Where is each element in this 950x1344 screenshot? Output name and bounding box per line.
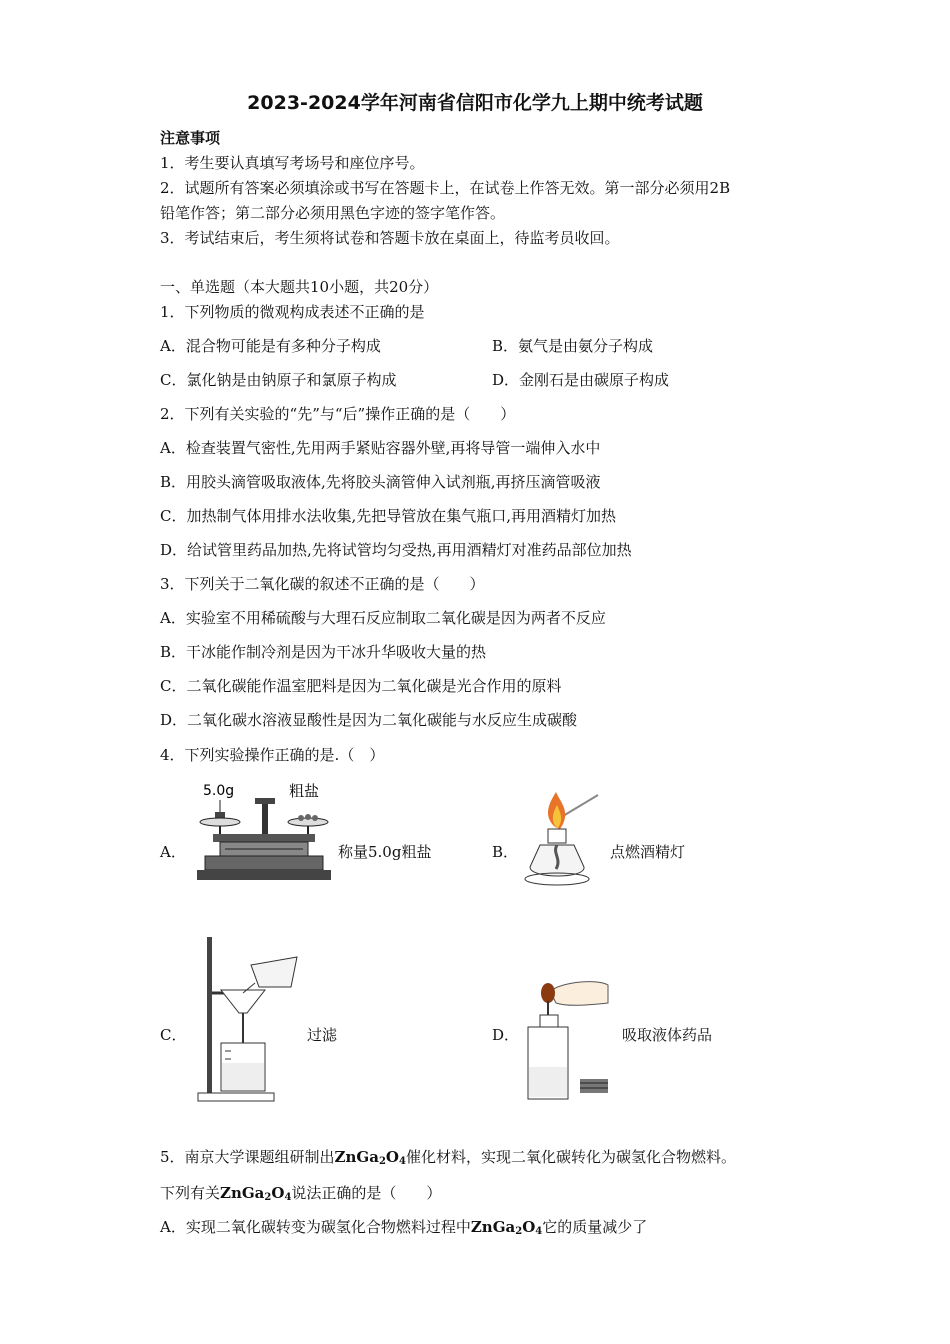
q4-option-b-letter: B．: [492, 843, 519, 861]
page-title: 2023-2024学年河南省信阳市化学九上期中统考试题: [247, 92, 703, 114]
question-3-stem: 3．下列关于二氧化碳的叙述不正确的是（ ）: [160, 575, 485, 593]
balance-salt-text: 粗盐: [289, 782, 320, 800]
question-4-stem: 4．下列实验操作正确的是.（ ）: [160, 746, 385, 764]
zngao-formula: $ZnGa_2O_4$: [470, 1218, 543, 1237]
notice-item: 铅笔作答；第二部分必须用黑色字迹的签字笔作答。: [160, 204, 506, 222]
q3-option-d: D．二氧化碳水溶液显酸性是因为二氧化碳能与水反应生成碳酸: [160, 711, 578, 729]
q4-option-a-letter: A．: [160, 843, 186, 861]
q5-stem-pre: 5．南京大学课题组研制出: [160, 1148, 335, 1166]
q4-option-c-label: 过滤: [307, 1026, 338, 1044]
q2-option-b: B．用胶头滴管吸取液体,先将胶头滴管伸入试剂瓶,再挤压滴管吸液: [160, 473, 601, 491]
q3-option-b: B．干冰能作制冷剂是因为干冰升华吸收大量的热: [160, 643, 487, 661]
dropper-figure: [520, 975, 615, 1101]
question-1-stem: 1．下列物质的微观构成表述不正确的是: [160, 303, 425, 321]
alcohol-lamp-figure: [520, 787, 610, 893]
q3-option-c: C．二氧化碳能作温室肥料是因为二氧化碳是光合作用的原料: [160, 677, 562, 695]
filtration-figure: [195, 935, 305, 1105]
question-5-stem: [160, 1146, 736, 1167]
q1-option-d: D．金刚石是由碳原子构成: [492, 371, 670, 389]
q4-option-d-letter: D．: [492, 1026, 520, 1044]
q1-option-a: A．混合物可能是有多种分子构成: [160, 337, 381, 355]
q5-stem-post: 催化材料，实现二氧化碳转化为碳氢化合物燃料。: [405, 1148, 736, 1166]
balance-figure: [195, 778, 335, 893]
notice-item: 1．考生要认真填写考场号和座位序号。: [160, 154, 425, 172]
question-2-stem: 2．下列有关实验的“先”与“后”操作正确的是（ ）: [160, 405, 516, 423]
balance-mass-text: 5.0g: [203, 783, 235, 799]
q2-option-c: C．加热制气体用排水法收集,先把导管放在集气瓶口,再用酒精灯加热: [160, 507, 617, 525]
notice-item: 2．试题所有答案必须填涂或书写在答题卡上，在试卷上作答无效。第一部分必须用2B: [160, 179, 731, 197]
q5-option-a: A．实现二氧化碳转变为碳氢化合物燃料过程中$ZnGa_2O_4$它的质量减少了: [160, 1218, 648, 1237]
q4-option-c-letter: C．: [160, 1026, 187, 1044]
zngao-formula: $ZnGa_2O_4$: [334, 1148, 406, 1167]
question-5-line2: 下列有关$ZnGa_2O_4$说法正确的是（ ）: [160, 1184, 442, 1203]
q4-option-b-label: 点燃酒精灯: [610, 843, 686, 861]
q3-option-a: A．实验室不用稀硫酸与大理石反应制取二氧化碳是因为两者不反应: [160, 609, 606, 627]
zngao-formula: $ZnGa_2O_4$: [220, 1184, 292, 1203]
section-heading: 一、单选题（本大题共10小题，共20分）: [160, 278, 439, 296]
notice-heading: 注意事项: [160, 129, 221, 147]
q1-option-b: B．氨气是由氨分子构成: [492, 337, 654, 355]
q4-option-a-label: 称量5.0g粗盐: [338, 843, 432, 861]
q1-option-c: C．氯化钠是由钠原子和氯原子构成: [160, 371, 397, 389]
q4-option-d-label: 吸取液体药品: [622, 1026, 713, 1044]
q2-option-d: D．给试管里药品加热,先将试管均匀受热,再用酒精灯对准药品部位加热: [160, 541, 632, 559]
q2-option-a: A．检查装置气密性,先用两手紧贴容器外壁,再将导管一端伸入水中: [160, 439, 601, 457]
notice-item: 3．考试结束后，考生须将试卷和答题卡放在桌面上，待监考员收回。: [160, 229, 620, 247]
